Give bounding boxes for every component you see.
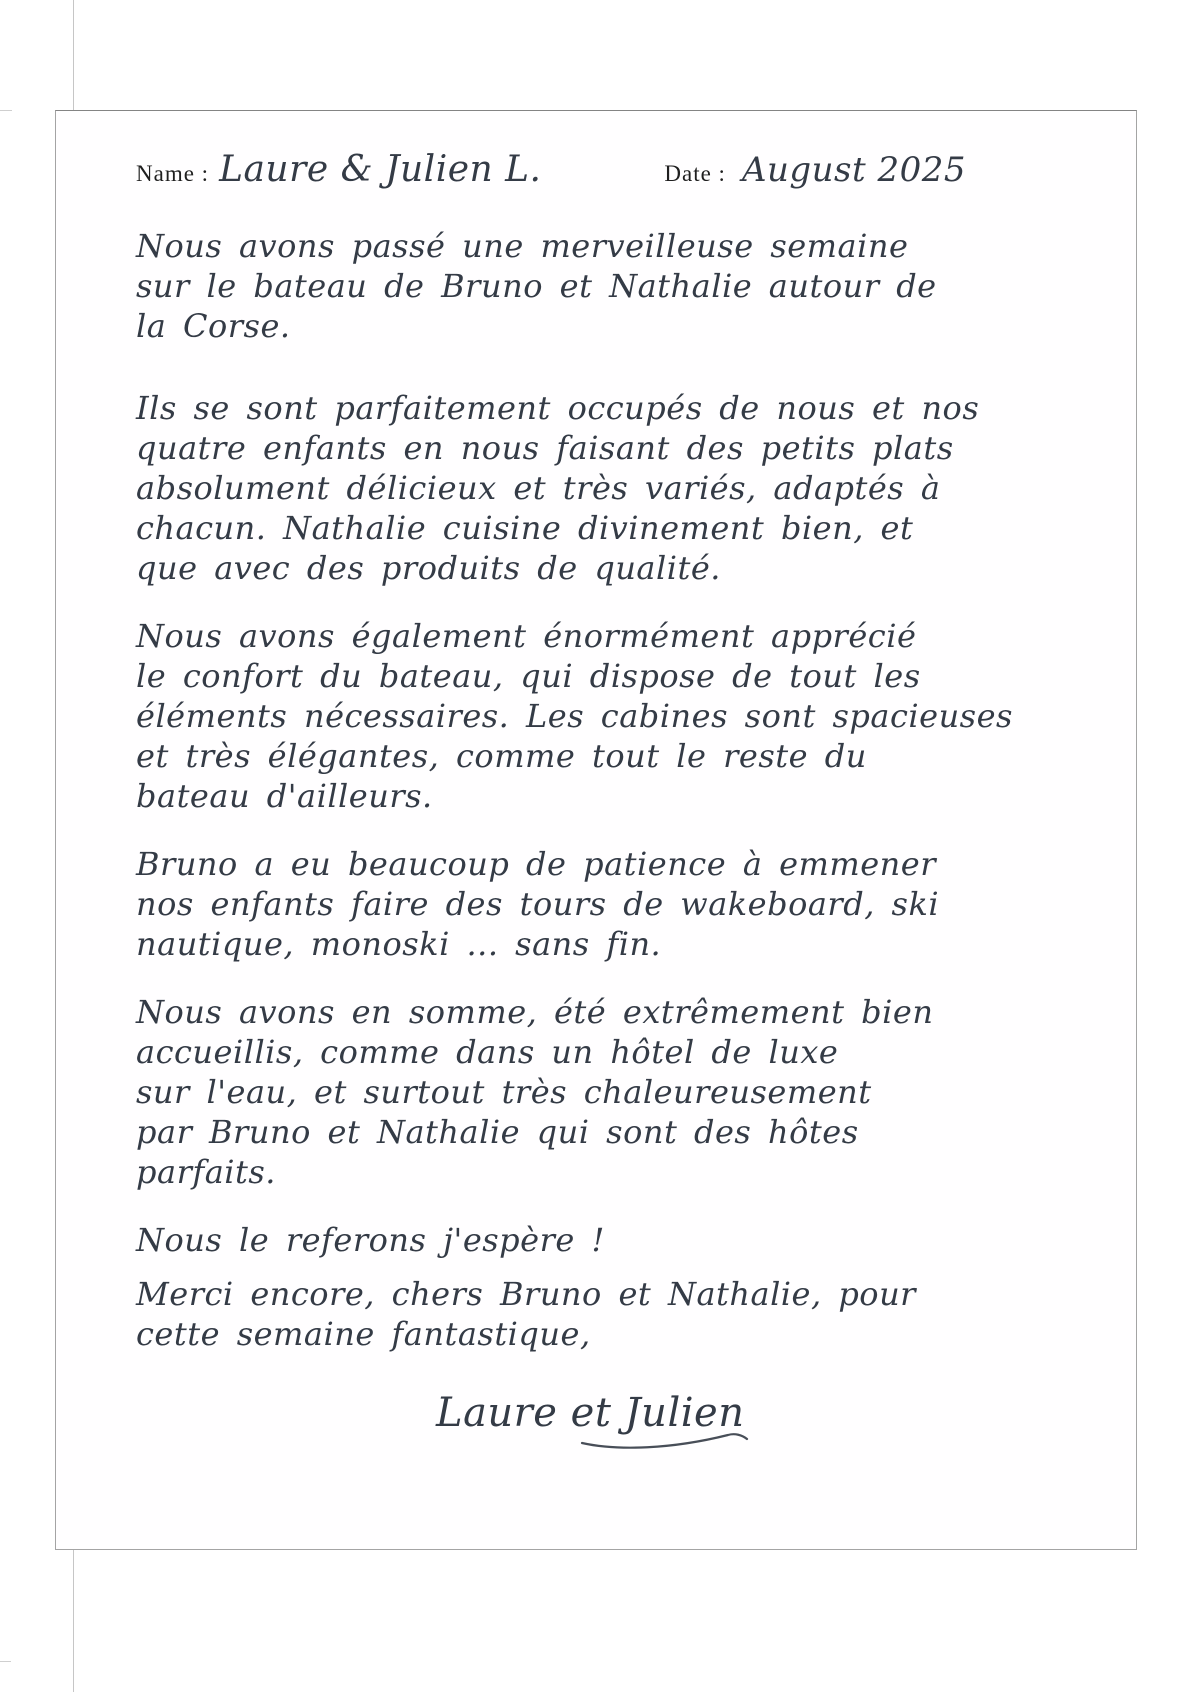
letter-line: que avec des produits de qualité.: [136, 549, 721, 587]
letter-line: par Bruno et Nathalie qui sont des hôtes: [136, 1113, 859, 1151]
letter-paragraph: [136, 992, 1084, 1192]
scan-artifact-bottom: [0, 1661, 11, 1662]
letter-line: la Corse.: [136, 307, 291, 345]
letter-line: accueillis, comme dans un hôtel de luxe: [136, 1033, 839, 1071]
signature-flourish: [576, 1428, 752, 1452]
letter-sheet: [55, 110, 1137, 1550]
letter-line: sur le bateau de Bruno et Nathalie autour de: [136, 267, 937, 305]
letter-line: quatre enfants en nous faisant des petits plats: [136, 429, 954, 467]
letter-line: Nous le referons j'espère !: [136, 1221, 605, 1259]
scan-artifact-top: [0, 110, 12, 111]
letter-line: Bruno a eu beaucoup de patience à emmener: [136, 845, 936, 883]
letter-line: le confort du bateau, qui dispose de tout les: [136, 657, 921, 695]
letter-line: éléments nécessaires. Les cabines sont spacieuses: [136, 697, 1013, 735]
name-label: Name :: [136, 161, 210, 186]
letter-line: nos enfants faire des tours de wakeboard, ski: [136, 885, 940, 923]
letter-line: parfaits.: [136, 1153, 276, 1191]
letter-line: et très élégantes, comme tout le reste du: [136, 737, 867, 775]
date-field: [664, 150, 966, 190]
letter-paragraph: [136, 1220, 1084, 1260]
name-value: Laure & Julien L.: [219, 149, 542, 190]
letter-paragraph: [136, 844, 1084, 964]
date-label: Date :: [664, 161, 726, 186]
letter-line: chacun. Nathalie cuisine divinement bien, et: [136, 509, 914, 547]
letter-line: Ils se sont parfaitement occupés de nous et nos: [136, 389, 980, 427]
letter-paragraph: [136, 1274, 1084, 1354]
letter-line: bateau d'ailleurs.: [136, 777, 433, 815]
signature-block: [436, 1390, 744, 1436]
letter-line: Nous avons également énormément apprécié: [136, 617, 917, 655]
letter-header: [136, 149, 1084, 190]
letter-line: Nous avons passé une merveilleuse semaine: [136, 227, 909, 265]
letter-line: sur l'eau, et surtout très chaleureusement: [136, 1073, 872, 1111]
letter-paragraph: [136, 226, 1084, 346]
letter-line: cette semaine fantastique,: [136, 1315, 591, 1353]
letter-body: [136, 226, 1084, 1436]
name-field: [136, 149, 542, 190]
date-value: August 2025: [741, 150, 966, 190]
signature-text: Laure et Julien: [436, 1390, 745, 1436]
letter-line: nautique, monoski ... sans fin.: [136, 925, 662, 963]
letter-line: Nous avons en somme, été extrêmement bien: [136, 993, 934, 1031]
letter-line: absolument délicieux et très variés, adaptés à: [136, 469, 941, 507]
letter-line: Merci encore, chers Bruno et Nathalie, pour: [136, 1275, 916, 1313]
letter-content: [56, 111, 1136, 1436]
letter-paragraph: [136, 616, 1084, 816]
letter-paragraph: [136, 388, 1084, 588]
